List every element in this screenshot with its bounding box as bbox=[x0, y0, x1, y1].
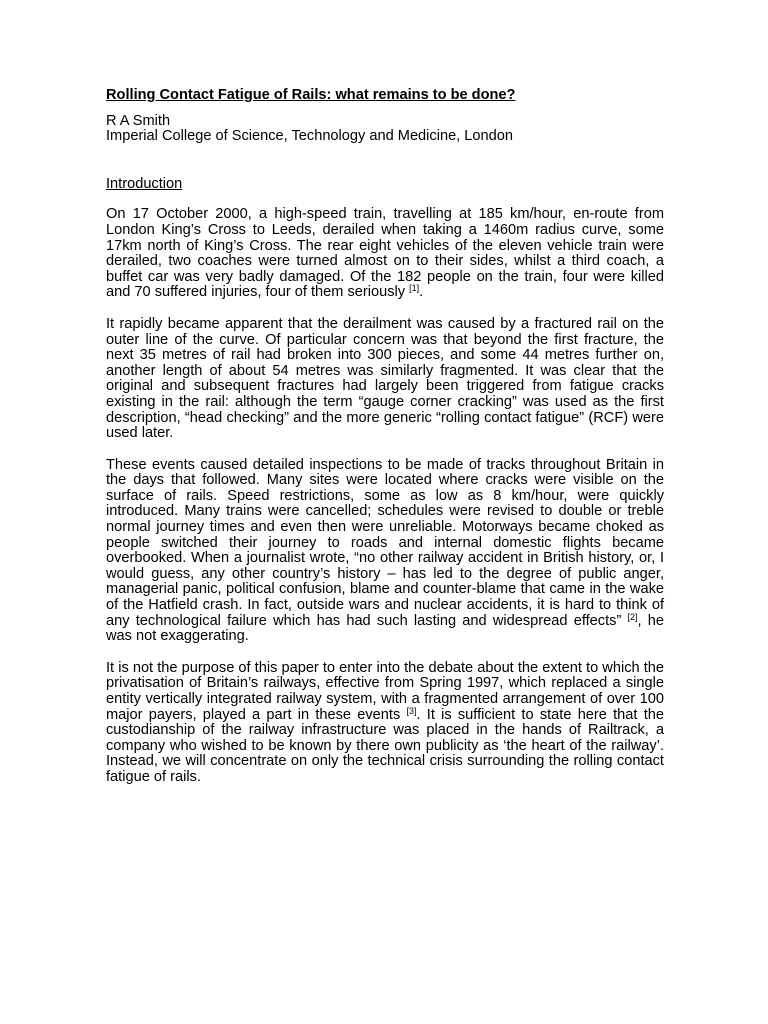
paragraph-1-text: On 17 October 2000, a high-speed train, travelling at 185 km/hour, en-route from London King’s Cross to Leeds, derailed when taking a 1460m radius curve, some 17km north of King’s Cross. The rear eight vehicles of the eleven vehicle train were derailed, two coaches were turned almost on to their sides, whilst a third coach, a buffet car was very badly damaged. Of the 182 people on the train, four were killed and 70 suffered injuries, four of them seriously bbox=[106, 206, 664, 301]
reference-3: [3] bbox=[406, 705, 417, 716]
paragraph-1-tail: . bbox=[419, 284, 424, 301]
paper-title: Rolling Contact Fatigue of Rails: what remains to be done? bbox=[106, 87, 516, 103]
paragraph-2-text: It rapidly became apparent that the derailment was caused by a fractured rail on the outer line of the curve. Of particular concern was that beyond the first fracture, the next 35 metres of rail had broken into 300 pieces, and some 44 metres further on, another length of about 54 metres was similarly fragmented. It was clear that the original and subsequent fractures had largely been triggered from fatigue cracks existing in the rail: although the term “gauge corner cracking” was used as the first description, “head checking” and the more generic “rolling contact fatigue” (RCF) were used later. bbox=[106, 315, 664, 442]
paragraph-3-text: These events caused detailed inspections to be made of tracks throughout Britain in the days that followed. Many sites were located where cracks were visible on the surface of rails. Speed restrictions, some as low as 8 km/hour, were quickly introduced. Many trains were cancelled; schedules were revised to double or treble normal journey times and even then were unreliable. Motorways became choked as people switched their journey to roads and internal domestic flights became overbooked. When a journalist wrote, “no other railway accident in British history, or, I would guess, any other country’s history – has led to the degree of public anger, managerial panic, political confusion, blame and counter-blame that came in the wake of the Hatfield crash. In fact, outside wars and nuclear accidents, it is hard to think of any technological failure which has had such lasting and widespread effects” bbox=[106, 456, 664, 629]
paragraph-3 bbox=[106, 458, 664, 645]
paragraph-4 bbox=[106, 661, 664, 786]
paragraph-1 bbox=[106, 207, 664, 301]
paragraph-3-tail: , he was not exaggerating. bbox=[106, 612, 665, 645]
paragraph-2 bbox=[106, 317, 664, 442]
paragraph-4-text: It is not the purpose of this paper to enter into the debate about the extent to which the privatisation of Britain’s railways, effective from Spring 1997, which replaced a single entity vertically integrated railway system, with a fragmented arrangement of over 100 major payers, played a part in these events bbox=[106, 659, 664, 723]
author-name: R A Smith bbox=[106, 112, 171, 129]
section-heading-introduction: Introduction bbox=[106, 175, 183, 192]
reference-1: [1] bbox=[409, 283, 420, 294]
paragraph-4-tail: . It is sufficient to state here that the custodianship of the railway infrastructure was placed in the hands of Railtrack, a company who wished to be known by there own publicity as ‘the heart of the railway’. Instead, we will concentrate on only the technical crisis surrounding the rolling contact fatigue of rails. bbox=[106, 706, 664, 785]
header-spacer bbox=[106, 145, 664, 177]
document-page bbox=[106, 88, 664, 802]
reference-2: [2] bbox=[627, 611, 638, 622]
author-affiliation: Imperial College of Science, Technology and Medicine, London bbox=[106, 128, 513, 145]
